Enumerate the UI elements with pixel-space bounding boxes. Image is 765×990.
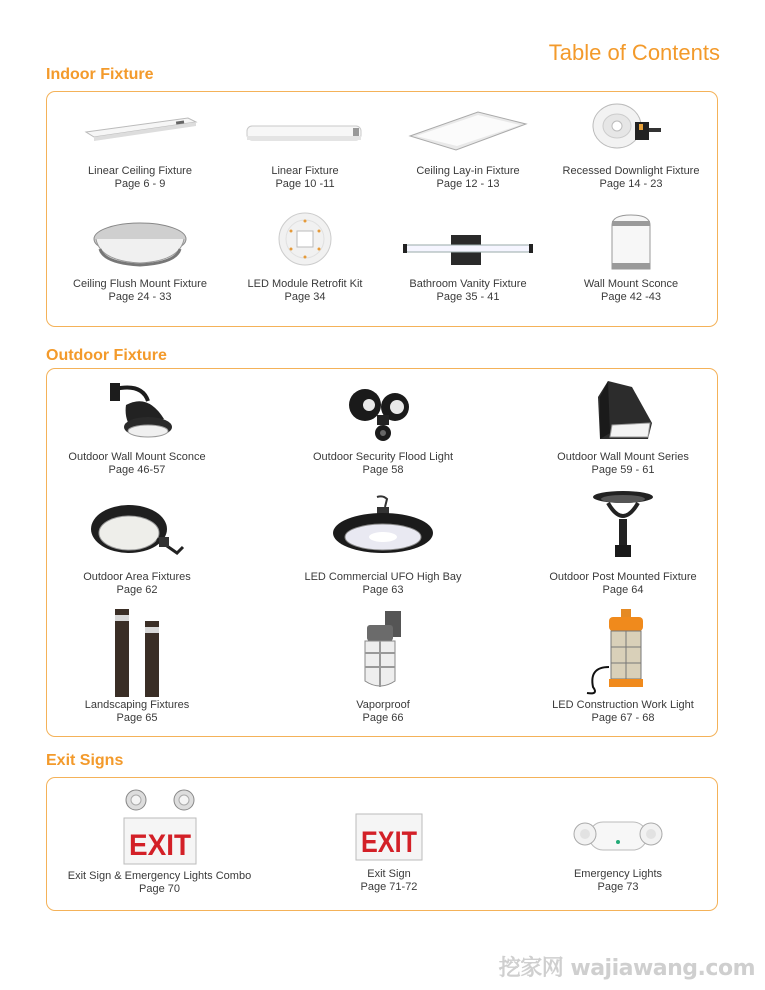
exit-combo-text: EXIT xyxy=(128,829,191,862)
wall-mount-sconce-icon xyxy=(608,213,654,275)
toc-item-area-fixtures[interactable] xyxy=(57,489,217,599)
toc-item-pages: Page 63 xyxy=(362,584,404,596)
ufo-high-bay-icon xyxy=(331,495,435,561)
vaporproof-icon xyxy=(355,609,411,693)
ceiling-flush-mount-icon xyxy=(90,219,190,267)
toc-item-name: Outdoor Area Fixtures xyxy=(83,571,191,583)
linear-fixture-icon xyxy=(245,122,365,144)
wall-pack-icon xyxy=(588,377,658,441)
toc-item-pages: Page 65 xyxy=(116,712,158,724)
post-top-fixture-icon xyxy=(588,489,658,565)
indoor-section-title: Indoor Fixture xyxy=(46,66,154,83)
toc-item-name: LED Commercial UFO High Bay xyxy=(304,571,462,583)
toc-item-pages: Page 35 - 41 xyxy=(436,291,500,303)
outdoor-wall-sconce-icon xyxy=(102,379,172,445)
toc-item-emergency-lights[interactable] xyxy=(533,778,703,908)
toc-item-pages: Page 67 - 68 xyxy=(591,712,655,724)
toc-item-led-module-retrofit[interactable] xyxy=(230,205,380,315)
led-module-retrofit-icon xyxy=(275,209,335,269)
toc-item-name: Outdoor Security Flood Light xyxy=(312,451,454,463)
toc-item-name: Outdoor Wall Mount Series xyxy=(557,451,689,463)
toc-item-name: Outdoor Post Mounted Fixture xyxy=(549,571,697,583)
outdoor-section-title: Outdoor Fixture xyxy=(46,347,167,364)
ceiling-lay-in-fixture-icon xyxy=(406,108,530,152)
watermark: 挖家网 wajiawang.com xyxy=(498,956,755,981)
exit-combo-icon xyxy=(120,788,200,866)
toc-item-post-top-fixture[interactable] xyxy=(543,489,703,599)
toc-item-pages: Page 66 xyxy=(362,712,404,724)
exit-sign-icon xyxy=(354,812,424,862)
toc-item-wall-mount-sconce[interactable] xyxy=(556,205,706,315)
toc-item-name: Vaporproof xyxy=(356,699,410,711)
toc-item-name: Recessed Downlight Fixture xyxy=(562,165,700,177)
toc-item-pages: Page 24 - 33 xyxy=(108,291,172,303)
indoor-section-box xyxy=(46,91,718,327)
toc-item-exit-sign[interactable] xyxy=(289,778,489,908)
toc-item-exit-combo[interactable] xyxy=(57,778,262,908)
toc-item-ceiling-lay-in[interactable] xyxy=(393,92,543,202)
emergency-lights-icon xyxy=(571,816,665,854)
toc-item-pages: Page 58 xyxy=(362,464,404,476)
exit-section-title: Exit Signs xyxy=(46,752,124,769)
bathroom-vanity-icon xyxy=(401,233,535,273)
toc-item-pages: Page 46-57 xyxy=(108,464,166,476)
toc-item-pages: Page 14 - 23 xyxy=(599,178,663,190)
toc-item-ceiling-flush-mount[interactable] xyxy=(65,205,215,315)
toc-item-name: Outdoor Wall Mount Sconce xyxy=(68,451,206,463)
toc-item-name: Ceiling Flush Mount Fixture xyxy=(73,278,207,290)
toc-item-construction-work-light[interactable] xyxy=(543,607,703,732)
area-fixture-icon xyxy=(87,499,187,561)
toc-item-name: Emergency Lights xyxy=(573,868,663,880)
toc-item-vaporproof[interactable] xyxy=(303,607,463,732)
toc-item-pages: Page 6 - 9 xyxy=(114,178,166,190)
toc-item-landscaping[interactable] xyxy=(57,607,217,732)
toc-item-bathroom-vanity[interactable] xyxy=(393,205,543,315)
toc-item-wall-pack[interactable] xyxy=(543,369,703,479)
toc-item-name: Linear Fixture xyxy=(271,165,339,177)
toc-item-name: Exit Sign xyxy=(367,868,411,880)
toc-item-name: LED Construction Work Light xyxy=(552,699,694,711)
bollard-icon xyxy=(107,607,167,699)
toc-item-name: Exit Sign & Emergency Lights Combo xyxy=(67,870,252,882)
toc-item-name: LED Module Retrofit Kit xyxy=(247,278,363,290)
toc-item-linear-fixture[interactable] xyxy=(230,92,380,202)
page-title: Table of Contents xyxy=(548,40,720,65)
toc-item-pages: Page 70 xyxy=(139,883,180,895)
security-flood-light-icon xyxy=(343,383,423,443)
toc-item-ufo-high-bay[interactable] xyxy=(303,489,463,599)
toc-item-security-flood-light[interactable] xyxy=(303,369,463,479)
toc-item-recessed-downlight[interactable] xyxy=(556,92,706,202)
toc-item-outdoor-wall-sconce[interactable] xyxy=(57,369,217,479)
outdoor-section-box xyxy=(46,368,718,737)
toc-item-pages: Page 59 - 61 xyxy=(591,464,655,476)
toc-item-name: Wall Mount Sconce xyxy=(583,278,679,290)
toc-item-name: Landscaping Fixtures xyxy=(84,699,190,711)
toc-item-pages: Page 42 -43 xyxy=(601,291,661,303)
toc-item-name: Ceiling Lay-in Fixture xyxy=(416,165,520,177)
recessed-downlight-icon xyxy=(591,98,671,156)
toc-item-pages: Page 73 xyxy=(597,881,639,893)
exit-section-box xyxy=(46,777,718,911)
work-light-icon xyxy=(583,607,663,697)
toc-item-pages: Page 12 - 13 xyxy=(436,178,500,190)
toc-item-linear-ceiling-fixture[interactable] xyxy=(65,92,215,202)
toc-item-pages: Page 64 xyxy=(602,584,644,596)
toc-item-pages: Page 34 xyxy=(284,291,326,303)
linear-ceiling-fixture-icon xyxy=(80,112,200,144)
toc-item-pages: Page 71-72 xyxy=(360,881,418,893)
toc-item-name: Linear Ceiling Fixture xyxy=(88,165,192,177)
toc-item-pages: Page 10 -11 xyxy=(275,178,335,190)
toc-item-name: Bathroom Vanity Fixture xyxy=(409,278,527,290)
exit-sign-text: EXIT xyxy=(361,826,417,859)
toc-item-pages: Page 62 xyxy=(116,584,158,596)
